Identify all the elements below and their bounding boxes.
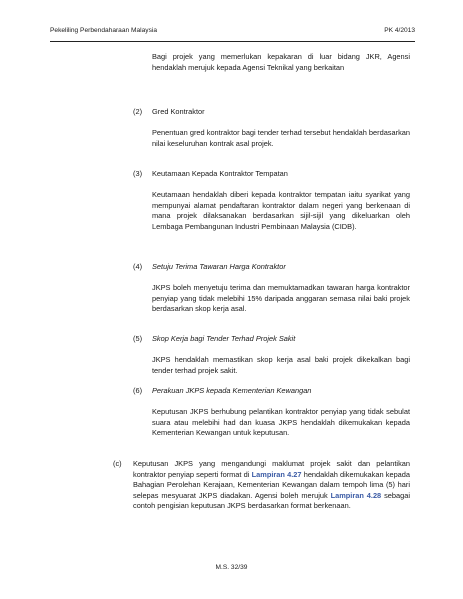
item-6-number: (6) xyxy=(133,386,143,395)
intro-paragraph: Bagi projek yang memerlukan kepakaran di luar bidang JKR, Agensi hendaklah merujuk kepada Agensi Teknikal yang berkaitan xyxy=(152,52,410,72)
page-header xyxy=(50,27,415,42)
item-5-body: JKPS hendaklah memastikan skop kerja asal baki projek dikekalkan bagi tender terhad projek sakit. xyxy=(152,355,410,375)
item-4-number: (4) xyxy=(133,262,143,271)
para-c-text-3: sebagai contoh pengisian keputusan JKPS berdasarkan format berkenaan. xyxy=(133,490,410,511)
item-3-number: (3) xyxy=(133,169,143,178)
para-c-text-2: hendaklah dikemukakan kepada Bahagian Perolehan Kerajaan, Kementerian Kewangan dalam tempoh lima (5) hari selepas mesyuarat JKPS diadakan. Agensi boleh merujuk xyxy=(133,469,411,500)
item-3-heading: Keutamaan Kepada Kontraktor Tempatan xyxy=(152,169,288,178)
item-2-number: (2) xyxy=(133,107,143,116)
header-title: Pekeliling Perbendaharaan Malaysia xyxy=(50,27,158,34)
page-number: M.S. 32/39 xyxy=(215,564,248,571)
para-c-number: (c) xyxy=(113,459,122,468)
para-c-text-1: Keputusan JKPS yang mengandungi maklumat projek sakit dan pelantikan kontraktor penyiap seperti format di xyxy=(133,459,410,479)
item-4-heading: Setuju Terima Tawaran Harga Kontraktor xyxy=(152,262,286,271)
item-5-number: (5) xyxy=(133,334,143,343)
item-6-heading: Perakuan JKPS kepada Kementerian Kewangan xyxy=(152,386,312,395)
header-reference: PK 4/2013 xyxy=(384,27,415,34)
item-2-body: Penentuan gred kontraktor bagi tender terhad tersebut hendaklah berdasarkan nilai keseluruhan kontrak asal projek. xyxy=(152,128,410,148)
lampiran-4-28-link[interactable]: Lampiran 4.28 xyxy=(330,490,382,500)
lampiran-4-27-link[interactable]: Lampiran 4.27 xyxy=(251,469,302,479)
item-2-heading: Gred Kontraktor xyxy=(152,107,205,116)
item-4-body: JKPS boleh menyetuju terima dan memuktamadkan tawaran harga kontraktor penyiap yang tidak melebihi 15% daripada anggaran semasa nilai baki projek berdasarkan skop kerja asal. xyxy=(152,283,410,314)
item-5-heading: Skop Kerja bagi Tender Terhad Projek Sakit xyxy=(152,334,296,343)
item-3-body: Keutamaan hendaklah diberi kepada kontraktor tempatan iaitu syarikat yang mempunyai alamat pendaftaran kontraktor dalam negeri yang berkenaan di mana projek dilaksanakan berdasarkan sijil-sijil yang dikeluarkan oleh Lembaga Pembangunan Industri Pembinaan Malaysia (CIDB). xyxy=(152,190,410,231)
item-6-body: Keputusan JKPS berhubung pelantikan kontraktor penyiap yang tidak sebulat suara atau melebihi had dan kuasa JKPS hendaklah dikemukakan kepada Kementerian Kewangan untuk keputusan. xyxy=(152,407,410,438)
para-c-body xyxy=(133,459,410,512)
